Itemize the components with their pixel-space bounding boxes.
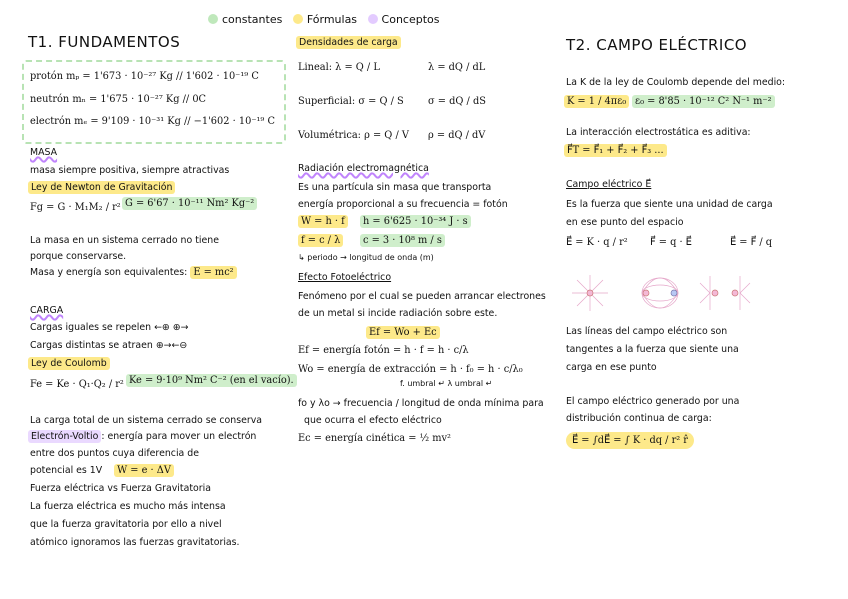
lineas-line-2: tangentes a la fuerza que siente una bbox=[566, 344, 739, 355]
legend-conceptos: Conceptos bbox=[381, 13, 440, 26]
like-charges-field-icon bbox=[700, 276, 750, 310]
t2-title: T2. CAMPO ELÉCTRICO bbox=[566, 36, 748, 54]
carga-heading: CARGA bbox=[30, 305, 64, 316]
ev-definition: : energía para mover un electrón bbox=[101, 431, 257, 442]
campo-line-2: en ese punto del espacio bbox=[566, 217, 684, 228]
lineal-formula: Lineal: λ = Q / L bbox=[298, 62, 380, 73]
dipole-field-icon bbox=[642, 278, 678, 308]
campo-formula-1: E⃗ = K · q / r² bbox=[566, 237, 628, 248]
ef-definition: Ef = energía fotón = h · f = h · c/λ bbox=[298, 345, 469, 356]
planck-constant: h = 6'625 · 10⁻³⁴ J · s bbox=[360, 215, 471, 228]
legend-formulas: Fórmulas bbox=[306, 13, 358, 26]
campo-formula-3: E⃗ = F⃗ / q bbox=[730, 237, 773, 248]
coulomb-heading: Ley de Coulomb bbox=[28, 357, 110, 370]
masa-line-2: La masa en un sistema cerrado no tiene bbox=[30, 235, 219, 246]
newton-heading: Ley de Newton de Gravitación bbox=[28, 181, 175, 194]
ef-formula: Ef = Wo + Ec bbox=[366, 326, 440, 339]
fo-line-2: que ocurra el efecto eléctrico bbox=[304, 415, 442, 426]
fo-line-1: fo y λo → frecuencia / longitud de onda mínima para bbox=[298, 398, 544, 409]
ec-definition: Ec = energía cinética = ½ mv² bbox=[298, 433, 451, 444]
aditiva-formula: F⃗T = F⃗₁ + F⃗₂ + F⃗₃ ... bbox=[564, 144, 667, 157]
carga-line-7: La fuerza eléctrica es mucho más intensa bbox=[30, 501, 226, 512]
epsilon-constant: ε₀ = 8'85 · 10⁻¹² C² N⁻¹ m⁻² bbox=[632, 95, 775, 108]
generado-line-2: distribución continua de carga: bbox=[566, 413, 712, 424]
emc-formula: E = mc² bbox=[190, 266, 236, 279]
legend bbox=[208, 14, 440, 25]
g-constant: G = 6'67 · 10⁻¹¹ Nm² Kg⁻² bbox=[122, 197, 257, 210]
campo-line-1: Es la fuerza que siente una unidad de carga bbox=[566, 199, 773, 210]
carga-line-8: que la fuerza gravitatoria por ello a nivel bbox=[30, 519, 222, 530]
carga-line-4: entre dos puntos cuya diferencia de bbox=[30, 448, 199, 459]
carga-line-9: atómico ignoramos las fuerzas gravitatorias. bbox=[30, 537, 240, 548]
positive-charge-field-icon bbox=[572, 275, 608, 311]
frequency-formula: f = c / λ bbox=[298, 234, 343, 247]
legend-conceptos-dot bbox=[368, 14, 378, 24]
carga-line-6: Fuerza eléctrica vs Fuerza Gravitatoria bbox=[30, 483, 211, 494]
campo-heading: Campo eléctrico E⃗ bbox=[566, 179, 652, 190]
radiacion-line-2: energía proporcional a su frecuencia = fotón bbox=[298, 199, 508, 210]
wo-definition: Wo = energía de extracción = h · f₀ = h · c/λ₀ bbox=[298, 364, 523, 375]
masa-heading: MASA bbox=[30, 147, 58, 158]
fotoelectrico-line-1: Fenómeno por el cual se pueden arrancar electrones bbox=[298, 291, 546, 302]
field-lines-illustration bbox=[560, 268, 760, 318]
light-speed-constant: c = 3 · 10⁸ m / s bbox=[360, 234, 445, 247]
k-formula: K = 1 / 4πε₀ bbox=[564, 95, 629, 108]
carga-line-1: Cargas iguales se repelen ←⊕ ⊕→ bbox=[30, 322, 189, 333]
electron-constants: electrón mₑ = 9'109 · 10⁻³¹ Kg // −1'602 · 10⁻¹⁹ C bbox=[30, 116, 275, 127]
coulomb-formula: Fe = Ke · Q₁·Q₂ / r² bbox=[30, 379, 124, 390]
k-line: La K de la ley de Coulomb depende del medio: bbox=[566, 77, 786, 88]
lineas-line-1: Las líneas del campo eléctrico son bbox=[566, 326, 728, 337]
carga-line-3: La carga total de un sistema cerrado se conserva bbox=[30, 415, 263, 426]
densidades-heading: Densidades de carga bbox=[296, 36, 401, 49]
superficial-formula: Superficial: σ = Q / S bbox=[298, 96, 404, 107]
legend-constantes-dot bbox=[208, 14, 218, 24]
fotoelectrico-heading: Efecto Fotoeléctrico bbox=[298, 272, 392, 283]
neutron-constants: neutrón mₙ = 1'675 · 10⁻²⁷ Kg // 0C bbox=[30, 94, 207, 105]
campo-formula-2: F⃗ = q · E⃗ bbox=[650, 237, 692, 248]
ke-constant: Ke = 9·10⁹ Nm² C⁻² (en el vacío). bbox=[126, 374, 297, 387]
proton-constants: protón mₚ = 1'673 · 10⁻²⁷ Kg // 1'602 · 10⁻¹⁹ C bbox=[30, 71, 259, 82]
masa-line-4: Masa y energía son equivalentes: bbox=[30, 267, 188, 278]
lineas-line-3: carga en ese punto bbox=[566, 362, 657, 373]
masa-line-3: porque conservarse. bbox=[30, 251, 127, 262]
generado-line-1: El campo eléctrico generado por una bbox=[566, 396, 740, 407]
umbral-note: f. umbral ↵ λ umbral ↵ bbox=[400, 379, 493, 388]
lineal-diff-formula: λ = dQ / dL bbox=[428, 62, 486, 73]
aditiva-line: La interacción electrostática es aditiva: bbox=[566, 127, 751, 138]
electron-voltio: Electrón-Voltio bbox=[28, 430, 101, 443]
legend-formulas-dot bbox=[293, 14, 303, 24]
newton-formula: Fg = G · M₁M₂ / r² bbox=[30, 202, 121, 213]
fotoelectrico-line-2: de un metal si incide radiación sobre este. bbox=[298, 308, 498, 319]
masa-line-1: masa siempre positiva, siempre atractivas bbox=[30, 165, 230, 176]
legend-constantes: constantes bbox=[222, 13, 283, 26]
continuous-field-formula: E⃗ = ∫dE⃗ = ∫ K · dq / r² r̂ bbox=[566, 432, 694, 449]
carga-line-5: potencial es 1V bbox=[30, 465, 103, 476]
photon-energy-formula: W = h · f bbox=[298, 215, 348, 228]
periodo-note: ↳ periodo → longitud de onda (m) bbox=[298, 253, 434, 262]
volumetrica-formula: Volumétrica: ρ = Q / V bbox=[298, 130, 409, 141]
radiacion-heading: Radiación electromagnética bbox=[298, 163, 429, 174]
volumetrica-diff-formula: ρ = dQ / dV bbox=[428, 130, 486, 141]
carga-line-2: Cargas distintas se atraen ⊕→←⊖ bbox=[30, 340, 188, 351]
w-formula: W = e · ΔV bbox=[114, 464, 174, 477]
t1-title: T1. FUNDAMENTOS bbox=[28, 33, 181, 51]
superficial-diff-formula: σ = dQ / dS bbox=[428, 96, 486, 107]
radiacion-line-1: Es una partícula sin masa que transporta bbox=[298, 182, 492, 193]
